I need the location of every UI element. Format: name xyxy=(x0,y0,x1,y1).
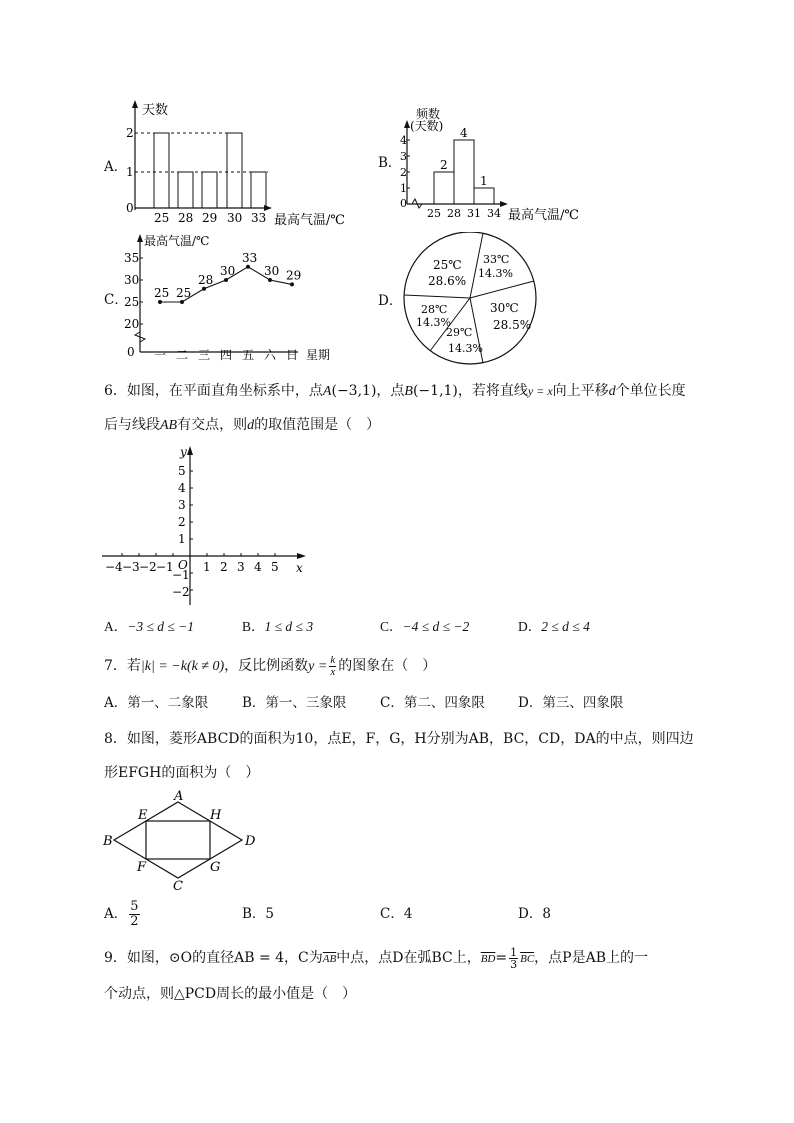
option-b-letter: B． xyxy=(378,155,402,171)
chart-c-point-label: 29 xyxy=(286,268,302,283)
q6-option-c: C．−4 ≤ d ≤ −2 xyxy=(380,619,470,634)
chart-c-xtick: 四 xyxy=(220,348,233,362)
chart-a-ytick-0: 0 xyxy=(126,201,134,215)
q6-ytick: 1 xyxy=(178,532,186,546)
chart-b-x-title: 最高气温/℃ xyxy=(508,208,579,223)
chart-b-y-title-2: (天数) xyxy=(410,119,444,133)
chart-c-xticks xyxy=(154,348,298,362)
q6-origin: O xyxy=(178,558,188,572)
q6-ytick: 5 xyxy=(178,464,186,478)
q9-line-2: 个动点，则△PCD周长的最小值是（ ） xyxy=(104,986,357,1002)
q6-ytick: −1 xyxy=(172,568,190,582)
chart-a-x-title: 最高气温/℃ xyxy=(274,213,345,228)
q6-xtick: −2 xyxy=(139,560,157,574)
q6-option-b: B．1 ≤ d ≤ 3 xyxy=(242,619,314,634)
chart-c-y-title: 最高气温/℃ xyxy=(144,234,210,248)
q8-option-b: B．5 xyxy=(242,906,275,922)
chart-b-bar-label: 4 xyxy=(460,126,468,140)
q6-xtick: −4 xyxy=(105,560,123,574)
q6-line-1: 6．如图，在平面直角坐标系中，点A(−3,1)，点B(−1,1)，若将直线y = x向上平移d个单位长度 xyxy=(104,383,686,399)
chart-b-bar-28-31 xyxy=(454,140,474,204)
pie-divider xyxy=(470,233,483,298)
q6-option-d: D．2 ≤ d ≤ 4 xyxy=(518,619,590,634)
pie-label-temp: 30℃ xyxy=(490,301,519,315)
chart-a-xtick: 28 xyxy=(178,211,194,225)
q6-xtick: 3 xyxy=(237,560,245,574)
q6-y-label: y xyxy=(180,445,187,459)
label-g: G xyxy=(210,860,221,875)
q6-ytick: −2 xyxy=(172,585,190,599)
pie-label-pct: 28.5% xyxy=(493,318,532,332)
pie-label-temp: 25℃ xyxy=(433,258,462,272)
label-a: A xyxy=(174,790,184,804)
chart-b-bar-25-28 xyxy=(434,172,454,204)
chart-c xyxy=(118,232,368,367)
q8-rhombus-figure xyxy=(100,790,260,892)
q6-xtick: 1 xyxy=(203,560,211,574)
chart-b-bar-label: 1 xyxy=(480,174,488,188)
chart-c-point-label: 30 xyxy=(220,264,236,278)
chart-c-point xyxy=(246,265,250,269)
chart-c-xtick: 二 xyxy=(176,348,189,362)
chart-a-xtick: 33 xyxy=(251,211,267,225)
chart-c-point-label: 33 xyxy=(242,250,258,265)
chart-b-ytick: 4 xyxy=(400,134,407,147)
chart-c-point-label: 25 xyxy=(176,286,192,300)
label-d: D xyxy=(245,834,256,849)
chart-a-xtick: 25 xyxy=(154,211,170,225)
chart-a-bar-33 xyxy=(251,172,266,208)
pie-label-temp: 28℃ xyxy=(421,303,448,316)
chart-c-point-label: 30 xyxy=(264,264,280,278)
q6-x-label: x xyxy=(296,561,303,575)
q6-y-arrow xyxy=(187,446,193,455)
label-h: H xyxy=(210,808,222,823)
chart-a-ytick-1: 1 xyxy=(126,165,134,179)
chart-c-point xyxy=(180,300,184,304)
chart-c-xtick: 六 xyxy=(264,348,277,362)
q9-line-1: 9．如图，⊙O的直径AB = 4，C为$\overline{AB}$中点，点D在弧BC上，$\overline{BD}=$ $\frac{1}{3}$ $\overline{BC}$，点P是AB上的一 xyxy=(104,945,648,971)
chart-b xyxy=(392,100,607,230)
q6-xtick: −3 xyxy=(122,560,140,574)
pie-label-pct: 14.3% xyxy=(478,267,513,280)
chart-a-bar-30 xyxy=(227,133,242,208)
q7-option-d: D．第三、四象限 xyxy=(518,695,624,711)
q8-line-1: 8．如图，菱形ABCD的面积为10，点E，F，G，H分别为AB，BC，CD，DA的中点，则四边 xyxy=(104,731,694,747)
chart-c-ytick: 0 xyxy=(127,345,135,359)
option-a-letter: A． xyxy=(104,159,128,175)
chart-c-point xyxy=(268,278,272,282)
q8-option-c: C．4 xyxy=(380,906,413,922)
q6-ytick: 3 xyxy=(178,498,186,512)
chart-a xyxy=(118,98,368,228)
chart-c-xtick: 五 xyxy=(242,348,255,362)
chart-c-ytick: 35 xyxy=(124,251,140,265)
chart-b-ytick: 0 xyxy=(400,197,407,210)
chart-b-x-arrow xyxy=(500,201,508,207)
pie-label-temp: 33℃ xyxy=(483,253,510,266)
q6-x-arrow xyxy=(297,553,306,559)
rectangle-efgh xyxy=(146,821,210,859)
option-c-letter: C． xyxy=(104,292,128,308)
q6-option-a: A．−3 ≤ d ≤ −1 xyxy=(104,619,195,634)
chart-a-y-title: 天数 xyxy=(142,103,169,118)
chart-c-ytick: 25 xyxy=(124,295,140,309)
chart-b-ytick: 2 xyxy=(400,166,407,179)
chart-a-xtick: 30 xyxy=(227,211,243,225)
chart-b-xtick: 31 xyxy=(467,207,481,220)
pie-label-temp: 29℃ xyxy=(446,326,473,339)
q6-ytick: 2 xyxy=(178,515,186,529)
chart-a-bar-25 xyxy=(154,133,169,208)
q7-option-a: A．第一、二象限 xyxy=(104,695,209,711)
q6-xtick: −1 xyxy=(156,560,174,574)
chart-c-ytick: 30 xyxy=(124,273,140,287)
chart-c-point xyxy=(202,287,206,291)
label-f: F xyxy=(137,860,147,875)
pie-divider xyxy=(404,295,470,298)
pie-label-pct: 14.3% xyxy=(416,316,451,329)
q7-option-c: C．第二、四象限 xyxy=(380,695,485,711)
chart-b-y-title-1: 频数 xyxy=(416,107,441,121)
label-b: B xyxy=(103,834,113,849)
chart-b-xtick: 28 xyxy=(447,207,461,220)
chart-a-ytick-2: 2 xyxy=(126,126,134,140)
chart-a-bar-29 xyxy=(202,172,217,208)
chart-b-ytick: 3 xyxy=(400,150,407,163)
chart-c-point-label: 28 xyxy=(198,272,214,287)
pie-divider xyxy=(470,281,534,298)
chart-a-y-arrow xyxy=(132,100,138,108)
chart-c-point-label: 25 xyxy=(154,286,170,300)
chart-c-point xyxy=(290,282,294,286)
chart-c-xtick: 日 xyxy=(286,348,299,362)
q6-xtick: 4 xyxy=(254,560,262,574)
q8-option-d: D．8 xyxy=(518,906,551,922)
label-c: C xyxy=(173,879,183,892)
chart-c-x-title: 星期 xyxy=(306,348,331,362)
label-e: E xyxy=(138,808,148,823)
q6-ytick: 4 xyxy=(178,481,186,495)
chart-d xyxy=(400,232,540,366)
q6-line-2: 后与线段AB有交点，则d的取值范围是（ ） xyxy=(104,417,381,433)
chart-b-bar-label: 2 xyxy=(440,158,448,172)
chart-b-xtick: 34 xyxy=(487,207,501,220)
q8-option-a: A． $\frac{5}{2}$ xyxy=(104,899,139,929)
chart-b-ytick: 1 xyxy=(400,182,407,195)
chart-c-plot xyxy=(154,251,301,304)
chart-b-bar-31-34 xyxy=(474,188,494,204)
q6-coordinate-plane xyxy=(100,445,310,610)
q7-fraction: $\frac{k}{x}$ xyxy=(330,653,336,678)
q6-xtick: 5 xyxy=(271,560,279,574)
chart-b-xtick: 25 xyxy=(427,207,441,220)
chart-c-xtick: 三 xyxy=(198,348,211,362)
q8-line-2: 形EFGH的面积为（ ） xyxy=(104,765,260,781)
pie-label-pct: 14.3% xyxy=(448,342,483,355)
chart-c-point xyxy=(158,300,162,304)
chart-c-ytick: 20 xyxy=(124,317,140,331)
chart-a-xtick: 29 xyxy=(202,211,218,225)
pie-label-pct: 28.6% xyxy=(428,274,467,288)
chart-c-y-arrow xyxy=(137,234,143,242)
chart-a-bar-28 xyxy=(178,172,193,208)
option-d-letter: D． xyxy=(378,293,403,309)
rhombus-abcd xyxy=(114,802,242,878)
q7-option-b: B．第一、三象限 xyxy=(242,695,347,711)
q7-stem: 7．若|k| = −k(k ≠ 0)，反比例函数y = $\frac{k}{x}$ 的图象在（ ） xyxy=(104,653,437,678)
q6-xtick: 2 xyxy=(220,560,228,574)
chart-c-point xyxy=(224,278,228,282)
chart-c-xtick: 一 xyxy=(154,348,167,362)
